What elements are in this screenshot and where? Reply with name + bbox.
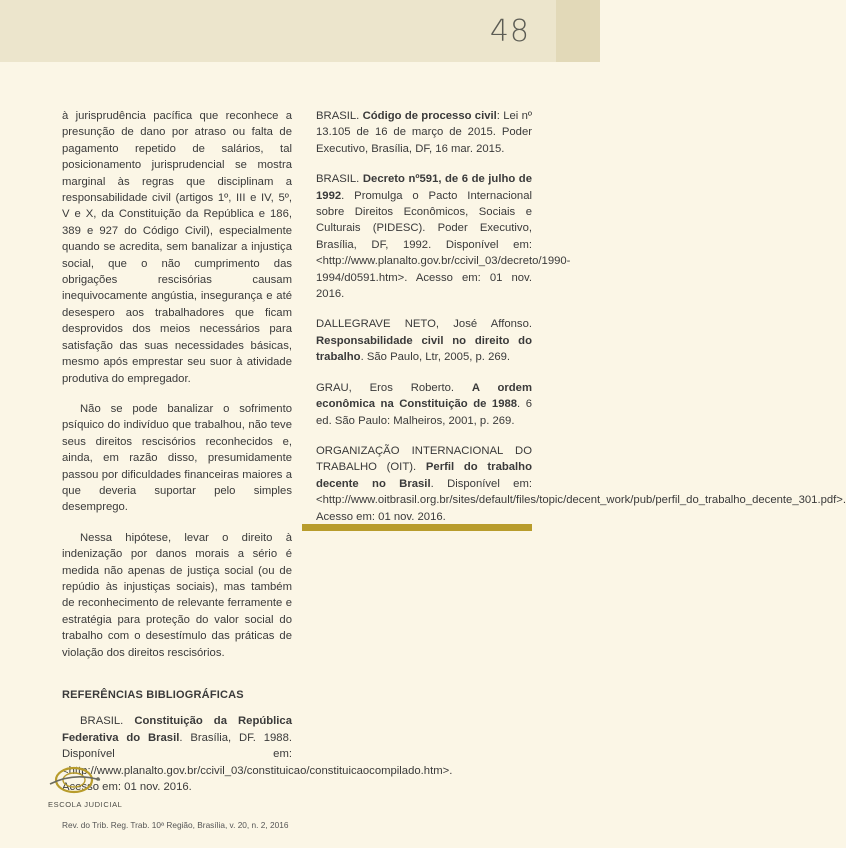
- ref-author: BRASIL.: [316, 110, 363, 122]
- ref-details: . São Paulo, Ltr, 2005, p. 269.: [360, 351, 511, 364]
- ref-details: : Lei nº 13.105 de 16 de março de 2015. Poder Executivo, Brasília, DF, 16 mar. 2015.: [316, 110, 532, 155]
- page-number: 48: [489, 14, 530, 49]
- right-column: [316, 108, 846, 539]
- ref-author: BRASIL.: [316, 173, 363, 186]
- references-heading: REFERÊNCIAS BIBLIOGRÁFICAS: [62, 689, 244, 701]
- ref-author: DALLEGRAVE NETO, José Affonso.: [316, 318, 532, 331]
- reference-entry: [316, 443, 846, 525]
- ref-title: A ordem econômica na Constituição de 1988: [316, 381, 533, 411]
- footer-citation: Rev. do Trib. Reg. Trab. 10ª Região, Brasília, v. 20, n. 2, 2016: [62, 820, 289, 830]
- ref-details: . Brasília, DF. 1988. Disponível em:<http://www.planalto.gov.br/ccivil_03/constituicao/constituicaocompilado.htm>. Acesso em: 01 nov. 2016.: [62, 731, 453, 794]
- ref-title: Constituição da República Federativa do Brasil: [62, 715, 292, 744]
- header-tab: [556, 0, 600, 62]
- reference-entry: [316, 108, 532, 157]
- ref-title: Responsabilidade civil no direito do trabalho: [316, 334, 532, 364]
- ref-author: BRASIL.: [80, 715, 135, 728]
- ref-title: Decreto nº591, de 6 de julho de 1992: [316, 173, 532, 202]
- body-paragraph: Nessa hipótese, levar o direito à indenização por danos morais a sério é medida não apenas de justiça social (ou de repúdio às injustiças sociais), mas também de reconhecimento de relevante ferramente e estratégia para proteção do valor social do trabalho com o desestímulo das práticas de violação dos direitos rescisórios.: [62, 531, 292, 659]
- ref-title: Perfil do trabalho decente no Brasil: [316, 461, 532, 490]
- reference-entry: [316, 316, 532, 365]
- ref-details: . Promulga o Pacto Internacional sobre Direitos Econômicos, Sociais e Culturais (PIDESC). Poder Executivo, Brasília, DF, 1992. Disponível em:<http://www.planalto.gov.br/ccivil_03/decreto/1990-1994/d0591.htm>. Acesso em: 01 nov. 2016.: [316, 189, 571, 301]
- ref-author: GRAU, Eros Roberto.: [316, 381, 472, 394]
- reference-entry: [316, 171, 571, 302]
- ref-details: . 6 ed. São Paulo: Malheiros, 2001, p. 269.: [316, 398, 532, 427]
- ref-author: ORGANIZAÇÃO INTERNACIONAL DO TRABALHO (OIT).: [316, 444, 532, 474]
- ref-title: Código de processo civil: [362, 110, 497, 122]
- logo-text: ESCOLA JUDICIAL: [48, 800, 123, 809]
- reference-entry: [316, 380, 532, 429]
- ref-details: . Disponível em:<http://www.oitbrasil.org.br/sites/default/files/topic/decent_work/pub/perfil_do_trabalho_decente_301.pdf>. Acesso em: 01 nov. 2016.: [316, 477, 846, 523]
- accent-bar: [302, 524, 532, 531]
- body-paragraph: à jurisprudência pacífica que reconhece a presunção de dano por atraso ou falta de pagamento repetido de salários, tal posicionamento jurisprudencial se mostra marginal às regras que disciplinam a responsabilidade civil (artigos 1º, III e IV, 5º, V e X, da Constituição da República e 186, 389 e 927 do Código Civil), especialmente quando se acredita, sem banalizar a injustiça social, que o não cumprimento das obrigações rescisórias causam inequivocamente angústia, insegurança e até desespero aos trabalhadores que ficam desprovidos dos meios necessários para satisfação das suas necessidades básicas, mesmo após emprestar seu suor à atividade produtiva do empregador.: [62, 110, 292, 385]
- body-paragraph: Não se pode banalizar o sofrimento psíquico do indivíduo que trabalhou, não teve seus direitos rescisórios reconhecidos e, ainda, em razão disso, presumidamente passou por dificuldades financeiras maiores a que deveria suportar pelo simples desemprego.: [62, 402, 292, 514]
